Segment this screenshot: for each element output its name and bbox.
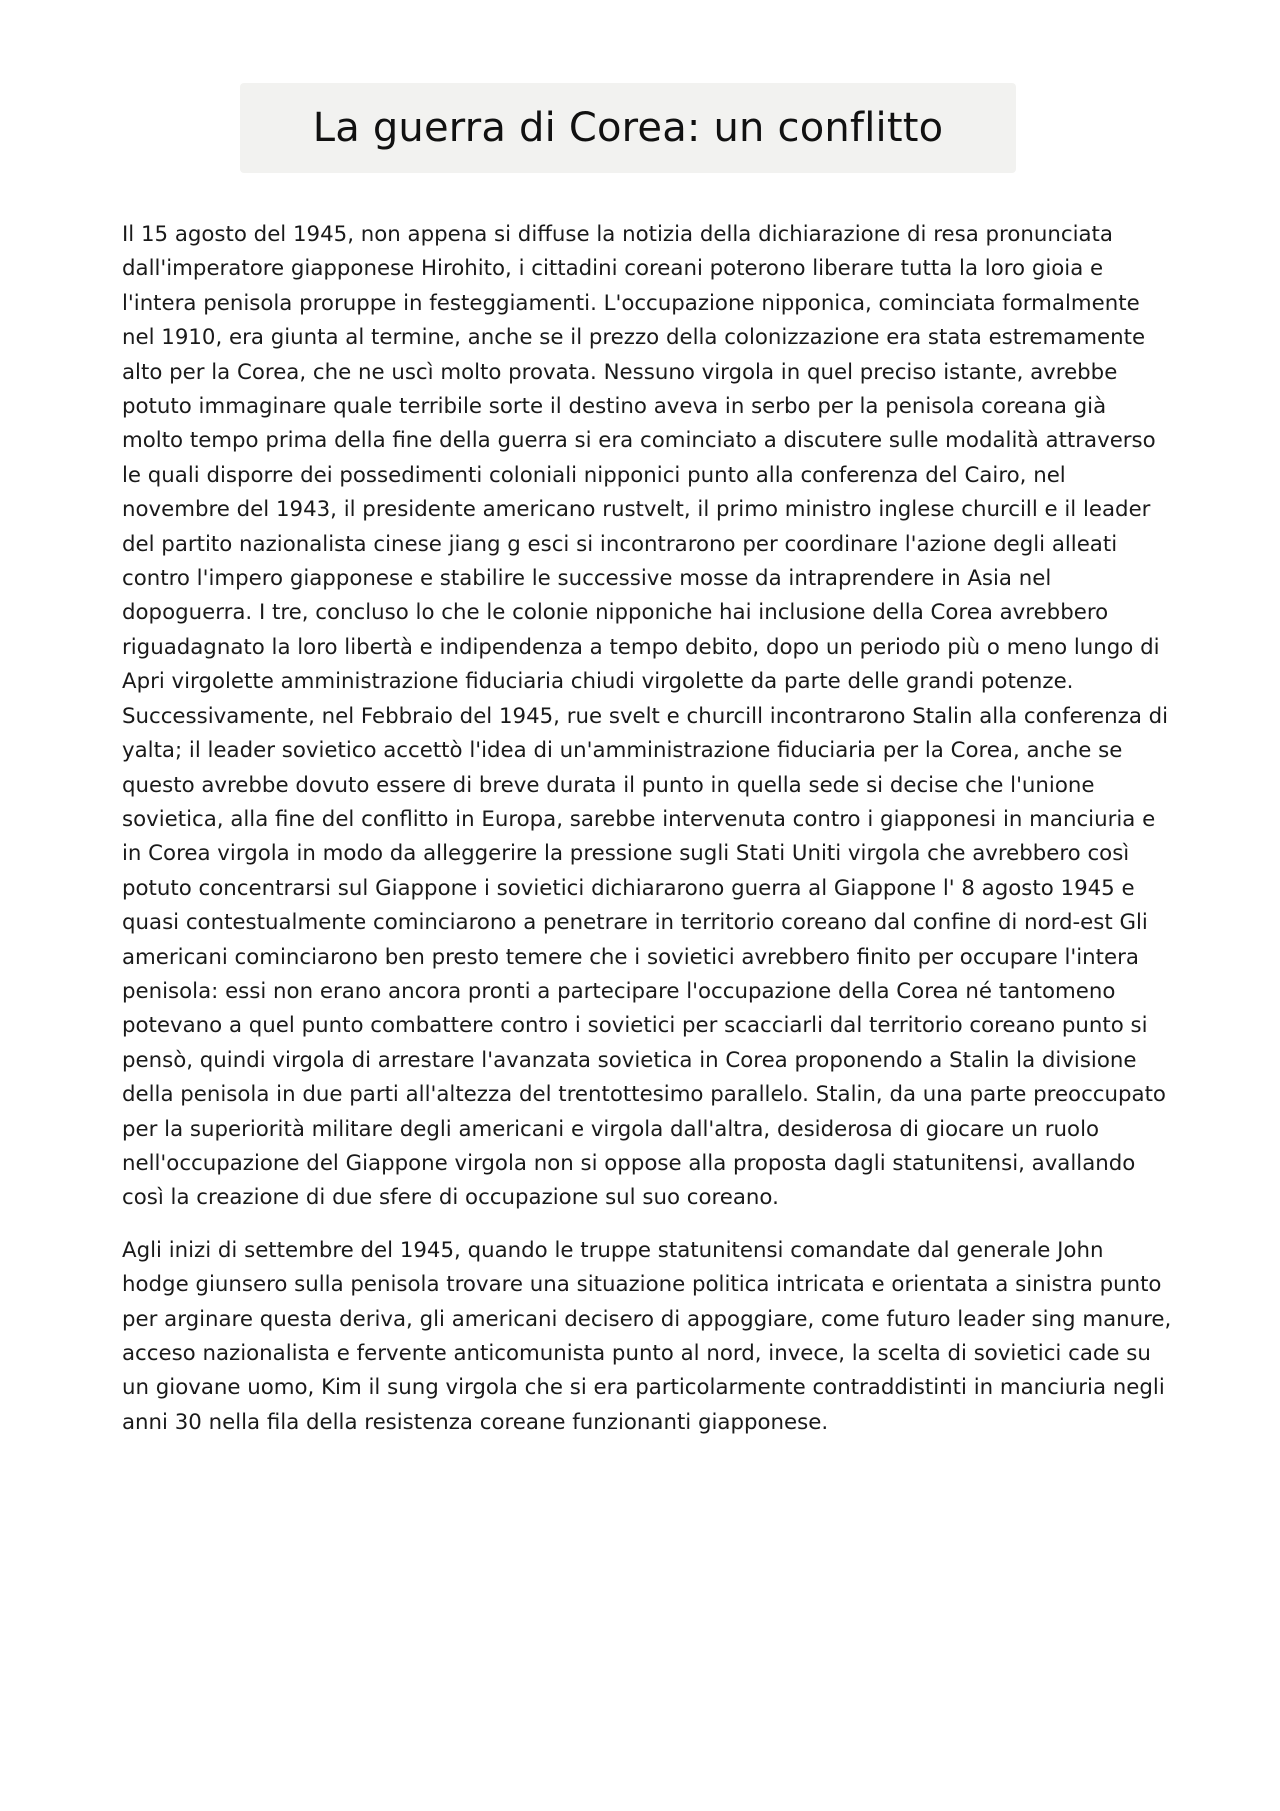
document-title: La guerra di Corea: un conflitto — [312, 105, 944, 151]
paragraph-1: Il 15 agosto del 1945, non appena si diffuse la notizia della dichiarazione di resa pronunciata dall'imperatore giapponese Hirohito, i cittadini coreani poterono liberare tutta la loro gioia e l'intera penisola proruppe in festeggiamenti. L'occupazione nipponica, cominciata formalmente nel 1910, era giunta al termine, anche se il prezzo della colonizzazione era stata estremamente alto per la Corea, che ne uscì molto provata. Nessuno virgola in quel preciso istante, avrebbe potuto immaginare quale terribile sorte il destino aveva in serbo per la penisola coreana già molto tempo prima della fine della guerra si era cominciato a discutere sulle modalità attraverso le quali disporre dei possedimenti coloniali nipponici punto alla conferenza del Cairo, nel novembre del 1943, il presidente americano rustvelt, il primo ministro inglese churcill e il leader del partito nazionalista cinese jiang g esci si incontrarono per coordinare l'azione degli alleati contro l'impero giapponese e stabilire le successive mosse da intraprendere in Asia nel dopoguerra. I tre, concluso lo che le colonie nipponiche hai inclusione della Corea avrebbero riguadagnato la loro libertà e indipendenza a tempo debito, dopo un periodo più o meno lungo di Apri virgolette amministrazione fiduciaria chiudi virgolette da parte delle grandi potenze. Successivamente, nel Febbraio del 1945, rue svelt e churcill incontrarono Stalin alla conferenza di yalta; il leader sovietico accettò l'idea di un'amministrazione fiduciaria per la Corea, anche se questo avrebbe dovuto essere di breve durata il punto in quella sede si decise che l'unione sovietica, alla fine del conflitto in Europa, sarebbe intervenuta contro i giapponesi in manciuria e in Corea virgola in modo da alleggerire la pressione sugli Stati Uniti virgola che avrebbero così potuto concentrarsi sul Giappone i sovietici dichiararono guerra al Giappone l' 8 agosto 1945 e quasi contestualmente cominciarono a penetrare in territorio coreano dal confine di nord-est Gli americani cominciarono ben presto temere che i sovietici avrebbero finito per occupare l'intera penisola: essi non erano ancora pronti a partecipare l'occupazione della Corea né tantomeno potevano a quel punto combattere contro i sovietici per scacciarli dal territorio coreano punto si pensò, quindi virgola di arrestare l'avanzata sovietica in Corea proponendo a Stalin la divisione della penisola in due parti all'altezza del trentottesimo parallelo. Stalin, da una parte preoccupato per la superiorità militare degli americani e virgola dall'altra, desiderosa di giocare un ruolo nell'occupazione del Giappone virgola non si oppose alla proposta dagli statunitensi, avallando così la creazione di due sfere di occupazione sul suo coreano. — [122, 222, 1169, 1211]
title-banner — [240, 83, 1016, 173]
paragraph-2: Agli inizi di settembre del 1945, quando le truppe statunitensi comandate dal generale John hodge giunsero sulla penisola trovare una situazione politica intricata e orientata a sinistra punto per arginare questa deriva, gli americani decisero di appoggiare, come futuro leader sing manure, acceso nazionalista e fervente anticomunista punto al nord, invece, la scelta di sovietici cade su un giovane uomo, Kim il sung virgola che si era particolarmente contraddistinti in manciuria negli anni 30 nella fila della resistenza coreane funzionanti giapponese. — [122, 1237, 1172, 1435]
document-body — [122, 218, 1172, 1458]
